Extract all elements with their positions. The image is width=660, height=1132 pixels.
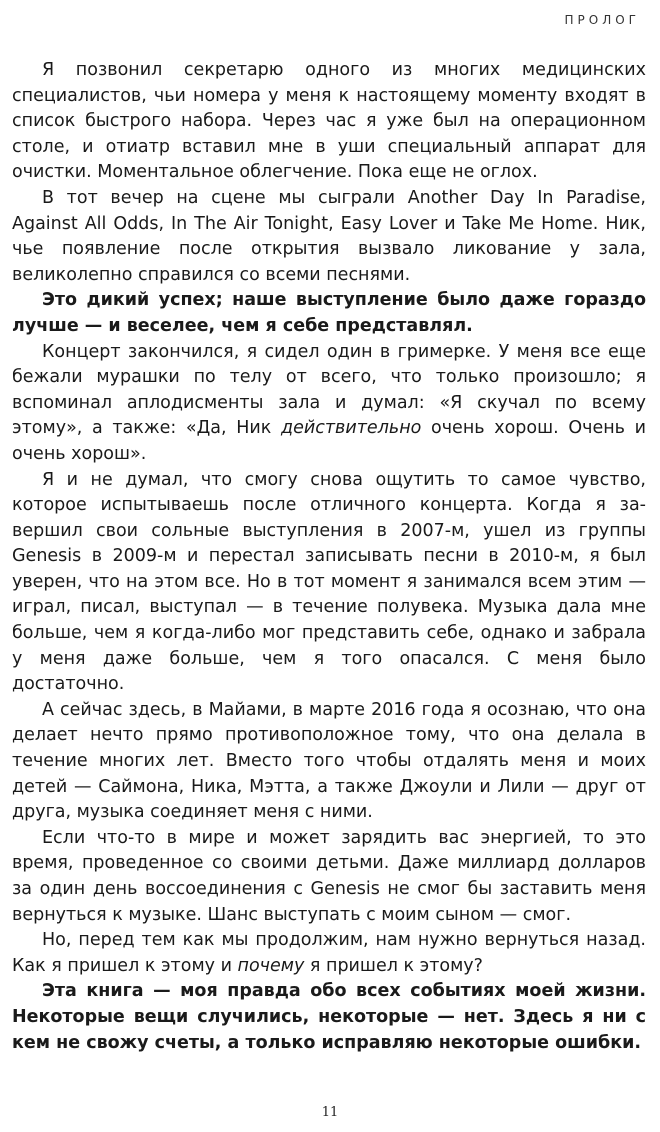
text-run: Я позвонил секретарю одного из многих медицинских специалистов, чьи номера у меня к настоящему моменту входят в список быстрого набора. Через час я уже был на операционном столе, и отиатр вставил мне в уши специальный аппарат для очистки. Моментальное облегчение. Пока еще не оглох. bbox=[12, 60, 646, 183]
paragraph bbox=[12, 698, 646, 826]
bold-paragraph bbox=[12, 979, 646, 1056]
text-run: Я и не думал, что смогу снова ощутить то самое чувство, которое испытываешь после отличного концерта. Когда я завершил свои сольные выступления в 2007-м, ушел из группы Genesis в 2009-м и перестал записывать песни в 2010-м, я был уверен, что на этом все. Но в тот момент я занимался всем этим — играл, писал, выступал — в течение полувека. Музыка дала мне больше, чем я когда-либо мог представить себе, однако и забрала у меня даже больше, чем я того опасался. С меня было достаточно. bbox=[12, 469, 646, 695]
paragraph bbox=[12, 340, 646, 468]
paragraph bbox=[12, 928, 646, 979]
body-text bbox=[12, 58, 646, 1056]
text-run: Концерт закончился, я сидел один в гримерке. У меня все еще бежали мурашки по телу от всего, что только произошло; я вспоминал аплодисменты зала и думал: «Я скучал по всему этому», а также: «Да, Ник bbox=[12, 341, 646, 439]
text-run: Если что-то в мире и может зарядить вас энергией, то это время, проведенное со своими детьми. Даже миллиард долларов за один день воссоединения с Genesis не смог бы заставить меня вернуться к музыке. Шанс выступать с моим сыном — смог. bbox=[12, 827, 646, 925]
text-run: Это дикий успех; наше выступление было даже гораздо лучше — и веселее, чем я себе представлял. bbox=[12, 290, 646, 336]
text-run: я пришел к этому? bbox=[304, 955, 483, 976]
text-run: А сейчас здесь, в Майами, в марте 2016 года я осознаю, что она делает нечто прямо противоположное тому, что она делала в течение многих лет. Вместо того чтобы отдалять меня и моих детей — Саймона, Ника, Мэтта, а также Джоули и Лили — друг от друга, музыка соединяет меня с ними. bbox=[12, 699, 646, 823]
running-header: ПРОЛОГ bbox=[564, 13, 640, 27]
paragraph bbox=[12, 826, 646, 928]
paragraph bbox=[12, 58, 646, 186]
paragraph bbox=[12, 468, 646, 698]
page-number: 11 bbox=[321, 1105, 339, 1120]
text-run: Но, перед тем как мы продолжим, нам нужно вернуться назад. Как я пришел к этому и bbox=[12, 930, 646, 976]
paragraph bbox=[12, 186, 646, 288]
bold-paragraph bbox=[12, 288, 646, 339]
italic-emphasis: действительно bbox=[281, 418, 422, 439]
text-run: очень хорош. Очень и очень хорош». bbox=[12, 418, 646, 464]
italic-emphasis: почему bbox=[237, 955, 305, 976]
text-run: В тот вечер на сцене мы сыграли Another Day In Paradise, Against All Odds, In The Air Tonight, Easy Lover и Take Me Home. Ник, чье появление после открытия вызвало ликование у зала, великолепно справился со всеми песнями. bbox=[12, 187, 646, 285]
text-run: Эта книга — моя правда обо всех событиях моей жизни. Некоторые вещи случились, некоторые — нет. Здесь я ни с кем не свожу счеты, а только исправляю некоторые ошибки. bbox=[12, 981, 646, 1053]
